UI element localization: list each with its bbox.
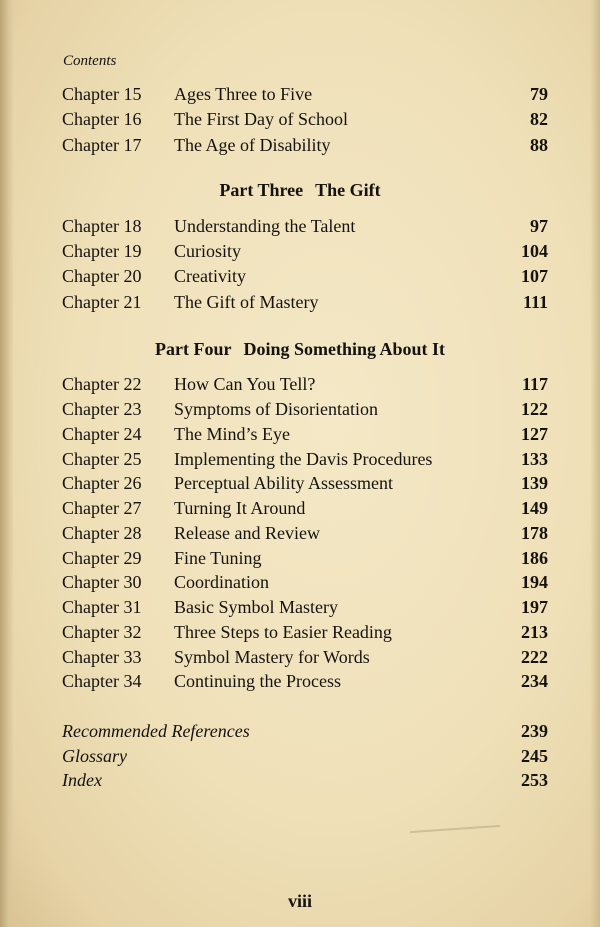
chapter-number: Chapter 31	[62, 597, 142, 617]
page-number: 197	[521, 597, 548, 617]
part-label: Part Three	[219, 180, 304, 200]
toc-entry[interactable]	[0, 746, 600, 770]
toc-entry[interactable]	[0, 399, 600, 423]
toc-entry[interactable]	[0, 449, 600, 473]
back-matter-label: Glossary	[62, 746, 128, 766]
chapter-number: Chapter 24	[62, 424, 142, 444]
page-number: 186	[521, 548, 548, 568]
page-number: 213	[521, 622, 548, 642]
page-number: 88	[530, 135, 548, 155]
part-title: The Gift	[315, 180, 381, 200]
chapter-number: Chapter 33	[62, 647, 142, 667]
chapter-title: The Age of Disability	[174, 135, 331, 155]
toc-entry[interactable]	[0, 523, 600, 547]
toc-entry[interactable]	[0, 266, 600, 290]
chapter-number: Chapter 17	[62, 135, 142, 155]
chapter-title: Basic Symbol Mastery	[174, 597, 338, 617]
toc-entry[interactable]	[0, 109, 600, 133]
toc-entry[interactable]	[0, 216, 600, 240]
back-matter-label: Index	[62, 770, 102, 790]
chapter-number: Chapter 25	[62, 449, 142, 469]
chapter-title: Implementing the Davis Procedures	[174, 449, 433, 469]
chapter-number: Chapter 30	[62, 572, 142, 592]
chapter-title: The Gift of Mastery	[174, 292, 319, 312]
toc-entry[interactable]	[0, 671, 600, 695]
page-number: 253	[521, 770, 548, 790]
toc-entry[interactable]	[0, 572, 600, 596]
page-number: 222	[521, 647, 548, 667]
paper-mark	[410, 825, 500, 833]
chapter-number: Chapter 21	[62, 292, 142, 312]
part-three-heading	[0, 180, 600, 201]
chapter-title: How Can You Tell?	[174, 374, 316, 394]
back-matter-label: Recommended References	[62, 721, 250, 741]
running-head: Contents	[63, 53, 117, 69]
chapter-title: Understanding the Talent	[174, 216, 356, 236]
page-number: 117	[521, 374, 548, 394]
chapter-title: Coordination	[174, 572, 269, 592]
chapter-number: Chapter 15	[62, 84, 142, 104]
toc-entry[interactable]	[0, 597, 600, 621]
chapter-number: Chapter 29	[62, 548, 142, 568]
toc-entry[interactable]	[0, 374, 600, 398]
chapter-number: Chapter 22	[62, 374, 142, 394]
page-number: 107	[521, 266, 548, 286]
part-title: Doing Something About It	[243, 339, 446, 359]
page-number: 97	[530, 216, 548, 236]
toc-entry[interactable]	[0, 721, 600, 745]
chapter-title: Symbol Mastery for Words	[174, 647, 370, 667]
toc-entry[interactable]	[0, 135, 600, 159]
part-four-heading	[0, 339, 600, 360]
page-number: 234	[521, 671, 548, 691]
chapter-number: Chapter 23	[62, 399, 142, 419]
toc-entry[interactable]	[0, 473, 600, 497]
chapter-title: Turning It Around	[174, 498, 306, 518]
page-number: 139	[521, 473, 548, 493]
page-number: 104	[521, 241, 548, 261]
chapter-title: Fine Tuning	[174, 548, 262, 568]
folio-page-number: viii	[287, 891, 312, 911]
page-number: 194	[521, 572, 548, 592]
toc-entry[interactable]	[0, 292, 600, 316]
toc-entry[interactable]	[0, 84, 600, 108]
toc-entry[interactable]	[0, 548, 600, 572]
page-number: 133	[521, 449, 548, 469]
chapter-number: Chapter 18	[62, 216, 142, 236]
chapter-title: Perceptual Ability Assessment	[174, 473, 393, 493]
chapter-title: Three Steps to Easier Reading	[174, 622, 392, 642]
page-number: 79	[530, 84, 548, 104]
toc-entry[interactable]	[0, 498, 600, 522]
chapter-title: Creativity	[174, 266, 246, 286]
page-number: 245	[521, 746, 548, 766]
page-number: 111	[522, 292, 548, 312]
page-number: 178	[521, 523, 548, 543]
chapter-title: Continuing the Process	[174, 671, 341, 691]
chapter-number: Chapter 28	[62, 523, 142, 543]
chapter-title: Curiosity	[174, 241, 242, 261]
part-label: Part Four	[154, 339, 232, 359]
toc-entry[interactable]	[0, 424, 600, 448]
chapter-number: Chapter 32	[62, 622, 142, 642]
toc-entry[interactable]	[0, 622, 600, 646]
chapter-number: Chapter 27	[62, 498, 142, 518]
toc-entry[interactable]	[0, 647, 600, 671]
page-number: 149	[521, 498, 548, 518]
page-number: 127	[521, 424, 548, 444]
chapter-title: Symptoms of Disorientation	[174, 399, 378, 419]
chapter-title: Release and Review	[174, 523, 320, 543]
page-number: 82	[530, 109, 548, 129]
chapter-number: Chapter 20	[62, 266, 142, 286]
chapter-number: Chapter 16	[62, 109, 142, 129]
toc-entry[interactable]	[0, 241, 600, 265]
toc-entry[interactable]	[0, 770, 600, 794]
chapter-title: Ages Three to Five	[174, 84, 313, 104]
chapter-number: Chapter 19	[62, 241, 142, 261]
chapter-title: The Mind’s Eye	[174, 424, 290, 444]
chapter-number: Chapter 26	[62, 473, 142, 493]
page-number: 239	[521, 721, 548, 741]
page-number: 122	[521, 399, 548, 419]
chapter-title: The First Day of School	[174, 109, 348, 129]
chapter-number: Chapter 34	[62, 671, 142, 691]
